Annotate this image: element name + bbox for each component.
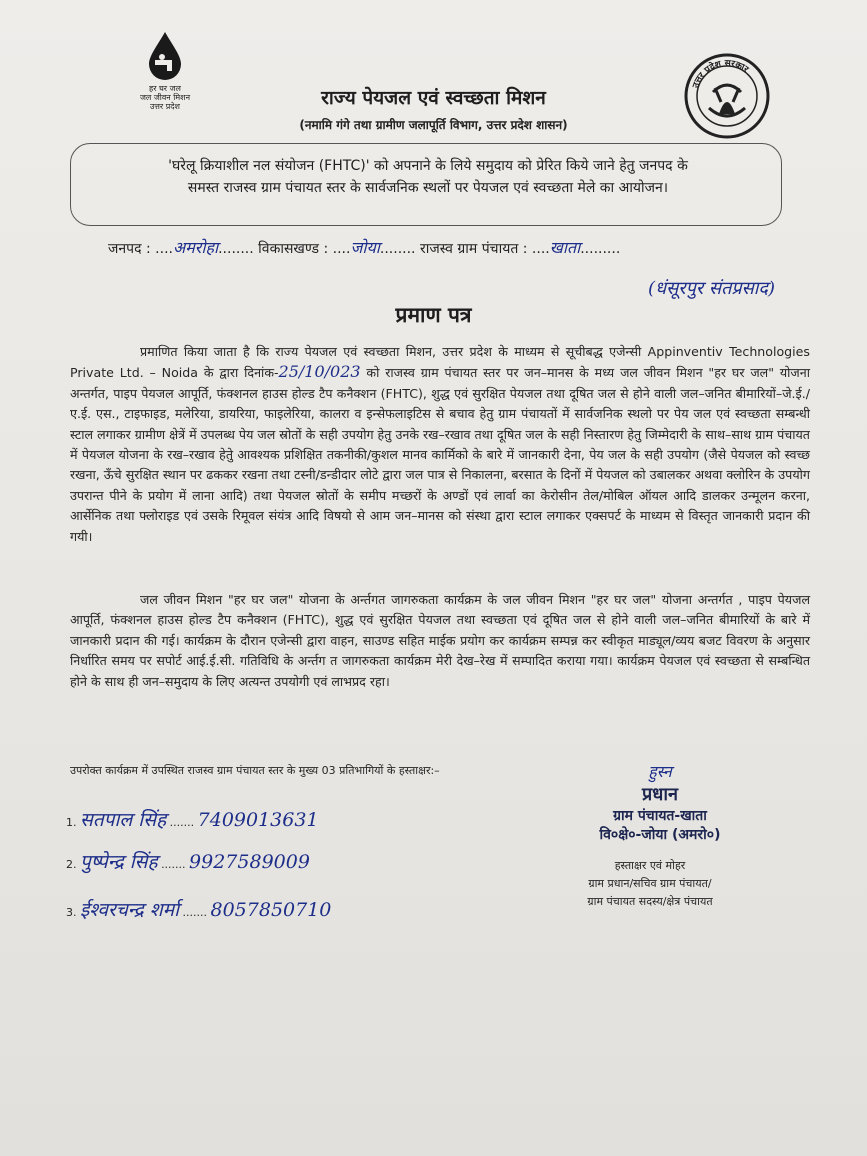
signature-note-line-1: हस्ताक्षर एवं मोहर [614,859,686,872]
paragraph-1-start: प्रमाणित किया जाता है कि राज्य पेयजल एवं स्वच्छता मिशन, उत्तर प्रदेश के माध्यम से सूचीबद्ध एजेन्सी Appinventiv Technologies Private Ltd. – Noida के द्वारा दिनांक- [70,344,810,381]
event-date: 25/10/023 [278,362,361,382]
certificate-heading: प्रमाण पत्र [395,303,472,327]
signature-note [500,857,800,911]
certificate-paragraph-1 [70,342,810,547]
up-government-seal [683,52,771,140]
participant-name: सतपाल सिंह [80,809,167,831]
vikaskhand-value: जोया [350,238,380,257]
stamp-line-2: वि०क्षे०-जोया (अमरो०) [599,827,721,843]
notice-text [82,155,774,199]
location-line: जनपद : ....अमरोहा........ विकासखण्ड : ....जोया........ राजस्व ग्राम पंचायत : ....खाता......... [108,238,621,257]
janpad-label: जनपद : [108,241,151,257]
notice-line-2: समस्त राजस्व ग्राम पंचायत स्तर के सार्वजनिक स्थलों पर पेयजल एवं स्वच्छता मेले का आयोजन। [187,180,669,196]
attendance-intro: उपरोक्त कार्यक्रम में उपस्थित राजस्व ग्राम पंचायत स्तर के मुख्य 03 प्रतिभागियों के हस्ताक्षर:– [70,764,440,777]
stamp-title: प्रधान [642,784,678,805]
participant-number: 3. [66,906,77,919]
pradhan-signature: हुस्न [648,762,672,781]
page-subtitle: (नमामि गंगे तथा ग्रामीण जलापूर्ति विभाग, उत्तर प्रदेश शासन) [299,118,568,132]
certificate-paragraph-2: जल जीवन मिशन "हर घर जल" योजना के अर्न्तगत जागरुकता कार्यक्रम के जल जीवन मिशन "हर घर जल" योजना अन्तर्गत , पाइप पेयजल आपूर्ति, फंक्शनल हाउस होल्ड टैप कनैक्शन (FHTC), शुद्ध एवं सुरक्षित पेयजल तथा स्वच्छता एवं दूषित जल से होने वाली जल–जनित बीमारियों के बारे में जानकारी प्रदान की गई। कार्यक्रम के दौरान एजेन्सी द्वारा वाहन, साउण्ड सहित माईक प्रयोग कर कार्यक्रम सम्पन्न कर स्वीकृत माड्यूल/व्यय बजट विवरण के अनुसार निर्धारित समय पर सपोर्ट आई.ई.सी. गतिविधि के अर्न्तग त जागरुकता कार्यक्रम मेरी देख–रेख में सम्पादित कराया गया। कार्यक्रम पेयजल एवं स्वच्छता से सम्बन्धित होने के साथ ही जन–समुदाय के लिए अत्यन्त उपयोगी एवं लाभप्रद रहा। [70,592,810,689]
participant-phone: 8057850710 [210,899,332,921]
logo-tagline-1: हर घर जल [149,84,181,93]
gram-panchayat-value: खाता [549,238,581,257]
participant-number: 2. [66,858,77,871]
paragraph-1-rest: को राजस्व ग्राम पंचायत स्तर पर जन–मानस के मध्य जल जीवन मिशन "हर घर जल" योजना अन्तर्गत, पाइप पेयजल आपूर्ति, फंक्शनल हाउस होल्ड टैप कनैक्शन (FHTC), शुद्ध एवं सुरक्षित पेयजल तथा दूषित जल से होने वाली जल–जनित बीमारियों–जे.ई./ए.ई. एस., टाइफाइड, मलेरिया, डायरिया, फाइलेरिया, कालरा व इन्सेफलाइटिस से बचाव हेतु ग्राम पंचायतों में सार्वजनिक स्थलो पर पेय जल एवं स्वच्छता सम्बन्धी स्टाल लगाकर ग्रामीण क्षेत्रें में उपलब्ध पेय जल स्रोतों के सही उपयोग हेतु उनके रख–रखाव तथा दूषित जल के सही निस्तारण हेतु जिम्मेदारी के साथ–साथ ग्राम पंचायत में पेयजल योजना के रख–रखाव हेतुे आवश्यक प्रशिक्षित तकनीकी/कुशल मानव कार्मिको के बारे में जानकारी देना, पेय जल के सही उपयोग (जैसे पेयजल को स्वच्छ रखना, ऊँचे सुरक्षित स्थान पर ढककर रखना तथा टस्नी/डन्डीदार लोटे द्वारा जल पात्र से निकालना, बरसात के दिनों में पेयजल को उबालकर अथवा क्लोरिन के उपयोग उपरान्त पीने के प्रयोग में लाना आदि) तथा पेयजल स्रोतों के समीप मच्छरों के अण्डों एवं लार्वा का केरोसीन तेल/मोबिल ऑयल आदि डालकर उन्मूलन करना, आर्सेनिक तथा फ्लोराइड एवं उसके रिमूवल संयंत्र आदि विषयो से आम जन–मानस को संस्था द्वारा स्टाल लगाकर एक्सपर्ट के माध्यम से विस्तृत जानकारी प्रदान की गयी। [70,365,811,544]
participant-row-1: 1. सतपाल सिंह ....... 7409013631 [66,809,319,831]
page-title: राज्य पेयजल एवं स्वच्छता मिशन [321,87,546,109]
vikaskhand-label: विकासखण्ड : [258,241,329,257]
signature-note-line-3: ग्राम पंचायत सदस्य/क्षेत्र पंचायत [587,895,713,908]
logo-tagline-3: उत्तर प्रदेश [150,102,180,111]
seal-emblem-icon [683,52,771,140]
participant-phone: 9927589009 [189,851,310,873]
gram-panchayat-extra: (धंसूरपुर संतप्रसाद) [648,278,776,299]
water-drop-tap-icon [145,30,185,80]
gram-panchayat-label: राजस्व ग्राम पंचायत : [419,241,528,257]
janpad-value: अमरोहा [172,238,219,257]
participant-number: 1. [66,816,77,829]
svg-text:उत्तर प्रदेश सरकार: उत्तर प्रदेश सरकार [691,58,750,90]
pradhan-stamp [540,760,780,844]
stamp-line-1: ग्राम पंचायत-खाता [613,808,707,824]
logo-tagline-2: जल जीवन मिशन [139,93,191,102]
signature-note-line-2: ग्राम प्रधान/सचिव ग्राम पंचायत/ [588,877,712,890]
participant-row-3: 3. ईश्वरचन्द्र शर्मा ....... 8057850710 [66,899,332,921]
participant-name: ईश्वरचन्द्र शर्मा [80,899,180,921]
participant-phone: 7409013631 [197,809,319,831]
notice-line-1: 'घरेलू क्रियाशील नल संयोजन (FHTC)' को अपनाने के लिये समुदाय को प्रेरित किये जाने हेतु जनपद के [168,158,688,174]
participant-row-2: 2. पुष्पेन्द्र सिंह ....... 9927589009 [66,851,310,873]
participant-name: पुष्पेन्द्र सिंह [80,851,158,873]
